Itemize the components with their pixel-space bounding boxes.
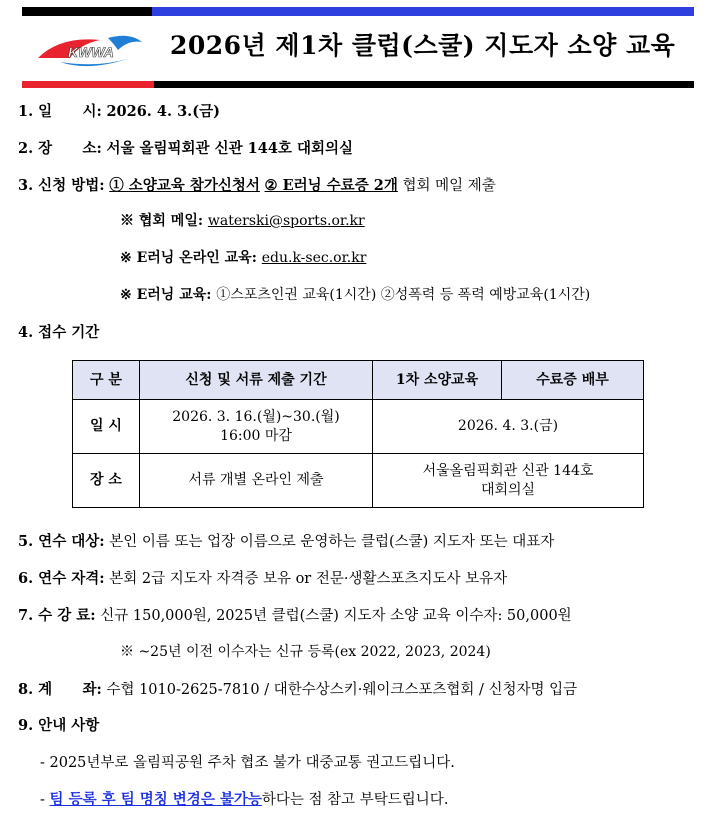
item-apply-part3: 협회 메일 제출	[397, 178, 496, 194]
notice-line-2-suffix: 하다는 점 참고 부탁드립니다.	[261, 792, 449, 808]
header-bar-black-2	[154, 81, 694, 88]
item-date-value: 2026. 4. 3.(금)	[106, 103, 220, 120]
period-line-1: 2026. 3. 16.(월)~30.(월)	[172, 408, 340, 425]
table-header-period: 신청 및 서류 제출 기간	[140, 361, 373, 400]
table-row-place-value	[373, 454, 644, 508]
apply-note-email-label: ※ 협회 메일:	[120, 213, 208, 229]
header-bar-black	[22, 7, 152, 16]
apply-note-courses	[120, 284, 590, 304]
item-qualification-label: 6. 연수 자격:	[18, 570, 105, 587]
notice-line-2	[40, 788, 448, 809]
item-fee	[18, 604, 572, 625]
item-place-value: 서울 올림픽회관 신관 144호 대회의실	[106, 140, 354, 157]
header-bar-red	[22, 81, 154, 88]
apply-note-courses-label: ※ E러닝 교육:	[120, 287, 217, 303]
item-target-label: 5. 연수 대상:	[18, 533, 105, 550]
page-title: 2026년 제1차 클럽(스쿨) 지도자 소양 교육	[170, 31, 676, 60]
kwwa-logo	[30, 28, 150, 74]
item-date	[18, 100, 220, 121]
svg-text:KWWA: KWWA	[68, 44, 114, 60]
table-row-place-period: 서류 개별 온라인 제출	[140, 454, 373, 508]
header-top-bar	[22, 7, 694, 16]
item-fee-label: 7. 수 강 료:	[18, 607, 96, 624]
item-apply-part2: ② E러닝 수료증 2개	[264, 177, 398, 194]
item-period	[18, 321, 99, 342]
apply-note-elearning-label: ※ E러닝 온라인 교육:	[120, 250, 262, 266]
item-account-label: 8. 계 좌:	[18, 681, 102, 698]
table-header-category: 구 분	[73, 361, 140, 400]
item-qualification-value: 본회 2급 지도자 자격증 보유 or 전문·생활스포츠지도사 보유자	[104, 571, 508, 587]
notice-line-2-prefix: -	[40, 792, 50, 808]
item-apply-label: 3. 신청 방법:	[18, 177, 105, 194]
table-row-date-period	[140, 400, 373, 454]
item-target-value: 본인 이름 또는 업장 이름으로 운영하는 클럽(스쿨) 지도자 또는 대표자	[104, 534, 555, 550]
notice-line-2-emphasis: 팀 등록 후 팀 명칭 변경은 불가능	[49, 791, 262, 808]
item-date-label: 1. 일 시:	[18, 103, 102, 120]
item-qualification	[18, 567, 507, 588]
apply-note-elearning	[120, 247, 366, 267]
item-notice-label: 9. 안내 사항	[18, 717, 100, 734]
item-apply-part1: ① 소양교육 참가신청서	[109, 177, 260, 194]
place-line-2: 대회의실	[480, 481, 536, 498]
item-notice	[18, 714, 99, 735]
table-row-place-label: 장 소	[73, 454, 140, 508]
table-header-education: 1차 소양교육	[373, 361, 502, 400]
item-place	[18, 137, 353, 158]
item-account	[18, 678, 577, 699]
header-bar-blue	[152, 7, 694, 16]
notice-line-1: - 2025년부로 올림픽공원 주차 협조 불가 대중교통 권고드립니다.	[40, 755, 455, 771]
header-bottom-bar	[22, 81, 694, 88]
table-row-date-value: 2026. 4. 3.(금)	[373, 400, 644, 454]
item-place-label: 2. 장 소:	[18, 140, 102, 157]
table-row-date-label: 일 시	[73, 400, 140, 454]
place-line-1: 서울올림픽회관 신관 144호	[422, 462, 594, 479]
item-apply	[18, 174, 496, 195]
period-line-2: 16:00 마감	[220, 427, 292, 444]
item-target	[18, 530, 554, 551]
email-link[interactable]: waterski@sports.or.kr	[207, 213, 365, 229]
elearning-link[interactable]: edu.k-sec.or.kr	[261, 250, 367, 266]
item-account-value: 수협 1010-2625-7810 / 대한수상스키·웨이크스포츠협회 / 신청자명 입금	[101, 682, 578, 698]
apply-note-email	[120, 210, 365, 230]
item-period-label: 4. 접수 기간	[18, 324, 100, 341]
item-fee-value: 신규 150,000원, 2025년 클럽(스쿨) 지도자 소양 교육 이수자: 50,000원	[95, 608, 572, 624]
apply-note-courses-value: ①스포츠인권 교육(1시간) ②성폭력 등 폭력 예방교육(1시간)	[216, 287, 591, 303]
fee-note: ※ ~25년 이전 이수자는 신규 등록(ex 2022, 2023, 2024)	[120, 644, 491, 660]
table-header-certificate: 수료증 배부	[502, 361, 644, 400]
schedule-table	[72, 360, 644, 508]
